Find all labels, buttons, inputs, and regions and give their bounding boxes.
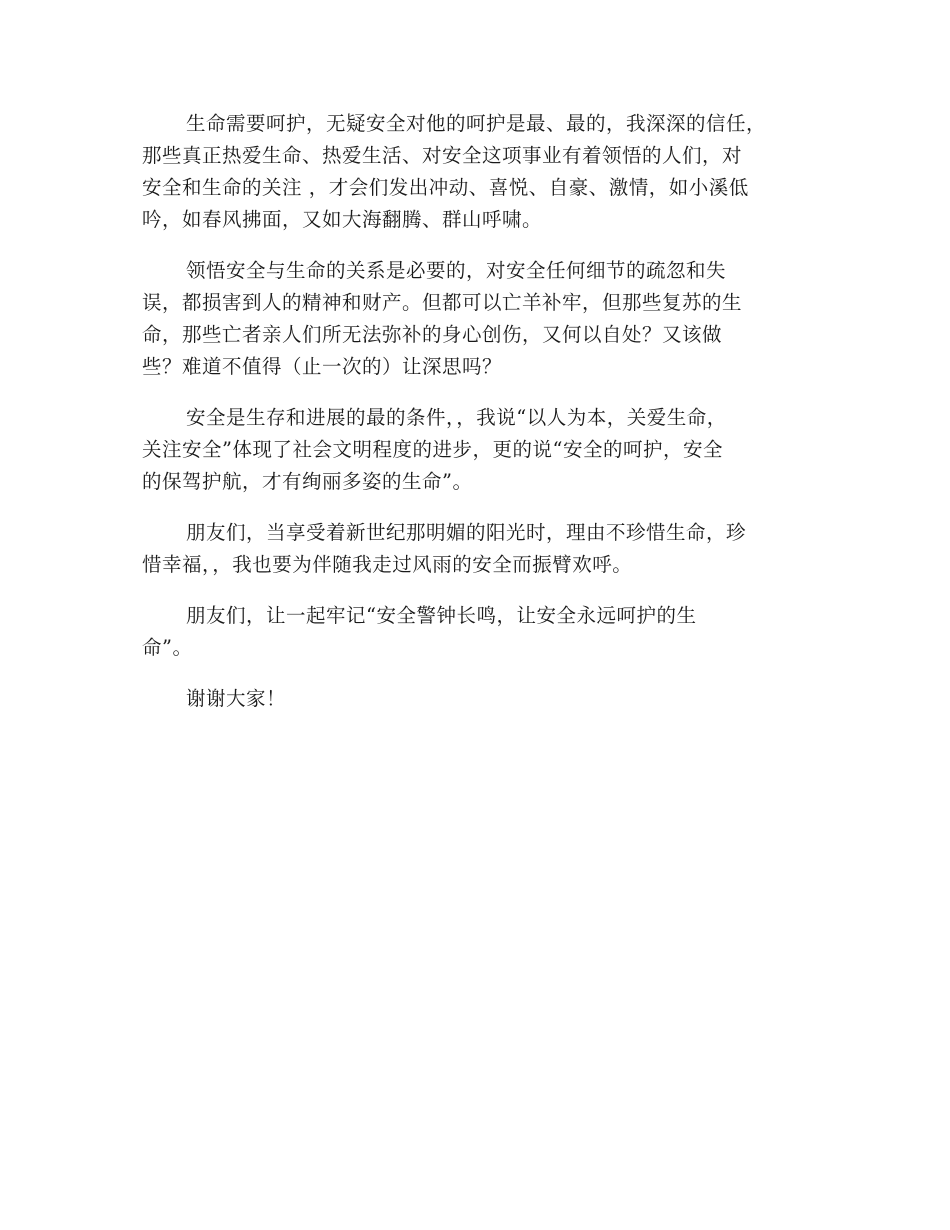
closing-thanks [142, 683, 810, 715]
paragraph-line: 那些真正热爱生命、热爱生活、对安全这项事业有着领悟的人们，对 [142, 144, 743, 167]
paragraph-line: 命”。 [142, 636, 193, 659]
paragraph-line: 生命需要呵护，无疑安全对他的呵护是最、最的，我深深的信任， [186, 112, 767, 135]
paragraph-line: 谢谢大家！ [186, 687, 287, 710]
paragraph-line: 朋友们，当享受着新世纪那明媚的阳光时，理由不珍惜生命，珍 [186, 521, 747, 544]
paragraph-line: 命，那些亡者亲人们所无法弥补的身心创伤，又何以自处？又该做 [142, 323, 723, 346]
paragraph-line: 的保驾护航，才有绚丽多姿的生命”。 [142, 470, 473, 493]
paragraph-3 [142, 402, 810, 498]
paragraph-2 [142, 255, 810, 383]
paragraph-5 [142, 600, 810, 664]
paragraph-line: 领悟安全与生命的关系是必要的，对安全任何细节的疏忽和失 [186, 259, 727, 282]
paragraph-line: 吟，如春风拂面，又如大海翻腾、群山呼啸。 [142, 208, 543, 231]
paragraph-line: 安全和生命的关注 ，才会们发出冲动、喜悦、自豪、激情，如小溪低 [142, 176, 749, 199]
paragraph-4 [142, 517, 810, 581]
paragraph-line: 惜幸福，，我也要为伴随我走过风雨的安全而振臂欢呼。 [142, 553, 633, 576]
paragraph-line: 朋友们，让一起牢记“安全警钟长鸣，让安全永远呵护的生 [186, 604, 697, 627]
paragraph-1 [142, 108, 810, 236]
document-body [142, 108, 810, 734]
paragraph-line: 关注安全”体现了社会文明程度的进步，更的说“安全的呵护，安全 [142, 438, 723, 461]
paragraph-line: 些？难道不值得（止一次的）让深思吗？ [142, 355, 503, 378]
paragraph-line: 误，都损害到人的精神和财产。但都可以亡羊补牢，但那些复苏的生 [142, 291, 743, 314]
paragraph-line: 安全是生存和进展的最的条件，，我说“以人为本，关爱生命， [186, 406, 727, 429]
